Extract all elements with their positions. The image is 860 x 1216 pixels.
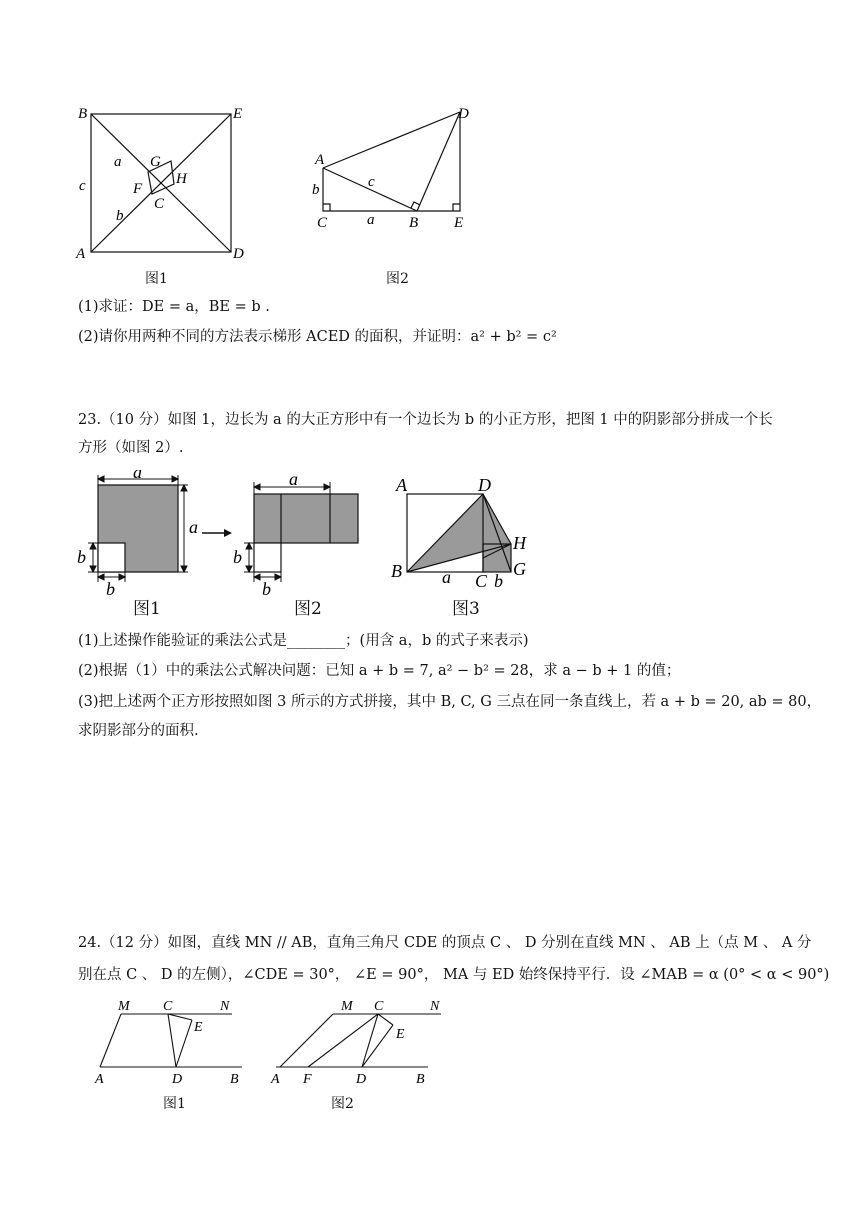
q23-part-1: (1)上述操作能验证的乘法公式是________；(用含 a，b 的式子来表示)	[78, 633, 529, 649]
q23-f1-b-bottom: b	[106, 579, 115, 595]
q22-f1-label-C: C	[154, 196, 165, 212]
q22-f2-label-E: E	[454, 215, 464, 231]
q24-f2-label-C: C	[374, 999, 384, 1014]
q22-f2-label-B: B	[409, 215, 419, 231]
q22-f2-label-D: D	[458, 106, 469, 122]
q24-f1-label-C: C	[163, 999, 173, 1014]
q23-f2-b-bottom: b	[262, 579, 271, 595]
q22-f1-label-E: E	[233, 106, 243, 122]
q23-figure-3	[388, 470, 538, 595]
q23-f3-label-H: H	[513, 533, 526, 553]
q23-f3-label-B: B	[391, 561, 402, 581]
q23-f3-label-G: G	[513, 559, 526, 579]
q23-intro-line-1: 23.（10 分）如图 1，边长为 a 的大正方形中有一个边长为 b 的小正方形，把图 1 中的阴影部分拼成一个长	[78, 412, 773, 428]
q23-part-3-line-2: 求阴影部分的面积.	[78, 723, 199, 739]
q23-f3-label-a: a	[442, 567, 451, 587]
q23-f3-label-D: D	[478, 475, 491, 495]
q24-f1-label-A: A	[95, 1072, 104, 1087]
q24-intro-line-2: 别在点 C 、 D 的左侧），∠CDE = 30°， ∠E = 90°， MA 与 ED 始终保持平行．设 ∠MAB = α (0° < α < 90°)	[78, 967, 830, 983]
q23-part-3-line-1: (3)把上述两个正方形按照如图 3 所示的方式拼接，其中 B, C, G 三点在同一条直线上，若 a + b = 20, ab = 80，	[78, 694, 822, 710]
q22-f2-label-c: c	[368, 174, 375, 190]
q22-part-1: (1)求证：DE = a，BE = b .	[78, 299, 270, 315]
q22-figure-1-drawing	[70, 98, 260, 288]
q23-part-2: (2)根据（1）中的乘法公式解决问题：已知 a + b = 7, a² − b² = 28，求 a − b + 1 的值；	[78, 663, 681, 679]
q22-part-2: (2)请你用两种不同的方法表示梯形 ACED 的面积，并证明：a² + b² = c²	[78, 329, 557, 345]
q23-f2-b-left: b	[233, 547, 242, 567]
q22-f1-label-F: F	[133, 181, 143, 197]
q22-f1-label-G: G	[150, 154, 161, 170]
q22-f1-label-A: A	[76, 246, 86, 262]
q22-f2-label-C: C	[317, 215, 328, 231]
q23-figure-2-caption: 图2	[294, 599, 322, 619]
q23-f1-a-top: a	[133, 470, 142, 482]
q24-f1-label-D: D	[172, 1072, 183, 1087]
q22-f1-label-H: H	[176, 171, 187, 187]
q23-figure-1	[72, 470, 207, 595]
q22-f1-label-D: D	[233, 246, 244, 262]
q24-intro-line-1: 24.（12 分）如图，直线 MN // AB，直角三角尺 CDE 的顶点 C 、 D 分别在直线 MN 、 AB 上（点 M 、 A 分	[78, 935, 812, 951]
q22-f1-label-a: a	[114, 154, 122, 170]
q23-f3-label-b: b	[494, 571, 503, 591]
q24-f1-label-B: B	[230, 1072, 239, 1087]
q24-figure-2-caption: 图2	[331, 1096, 354, 1112]
q22-f1-label-c: c	[79, 178, 86, 194]
q22-figure-2-caption: 图2	[386, 271, 409, 287]
q24-f2-label-D: D	[356, 1072, 367, 1087]
q24-f1-label-M: M	[118, 999, 130, 1014]
q22-f1-label-b: b	[116, 208, 124, 224]
q24-f2-label-F: F	[303, 1072, 312, 1087]
q24-f2-label-B: B	[416, 1072, 425, 1087]
q23-figure-3-drawing	[388, 470, 538, 595]
q22-figure-1-caption: 图1	[145, 271, 168, 287]
q23-f1-a-right: a	[189, 517, 198, 537]
q22-figure-2	[305, 98, 490, 238]
q23-figure-2	[230, 470, 370, 595]
q24-figure-1	[90, 995, 250, 1090]
q22-f2-label-b: b	[312, 182, 320, 198]
q24-figure-2	[266, 995, 441, 1090]
q24-f2-label-A: A	[271, 1072, 280, 1087]
q23-figure-2-drawing	[230, 470, 370, 595]
q24-f1-label-E: E	[194, 1020, 203, 1035]
q22-figure-2-drawing	[305, 98, 490, 238]
q24-f1-label-N: N	[220, 999, 230, 1014]
q24-f2-label-M: M	[341, 999, 353, 1014]
q22-figure-1	[70, 98, 260, 288]
q23-figure-3-caption: 图3	[452, 599, 480, 619]
q23-f1-b-left: b	[77, 547, 86, 567]
q23-f3-label-C: C	[475, 571, 488, 591]
q23-f2-a-top: a	[289, 470, 298, 489]
q24-figure-2-drawing	[266, 995, 441, 1090]
q22-f2-label-a: a	[367, 212, 375, 228]
q23-f3-label-A: A	[396, 475, 407, 495]
q23-figure-1-caption: 图1	[133, 599, 161, 619]
right-arrow-icon	[200, 526, 234, 540]
q24-figure-1-drawing	[90, 995, 250, 1090]
q23-figure-1-drawing	[72, 470, 207, 595]
q23-intro-line-2: 方形（如图 2）.	[78, 440, 184, 456]
q22-f2-label-A: A	[315, 152, 325, 168]
q24-f2-label-N: N	[430, 999, 440, 1014]
q22-f1-label-B: B	[78, 106, 88, 122]
q24-f2-label-E: E	[396, 1027, 405, 1042]
q24-figure-1-caption: 图1	[163, 1096, 186, 1112]
